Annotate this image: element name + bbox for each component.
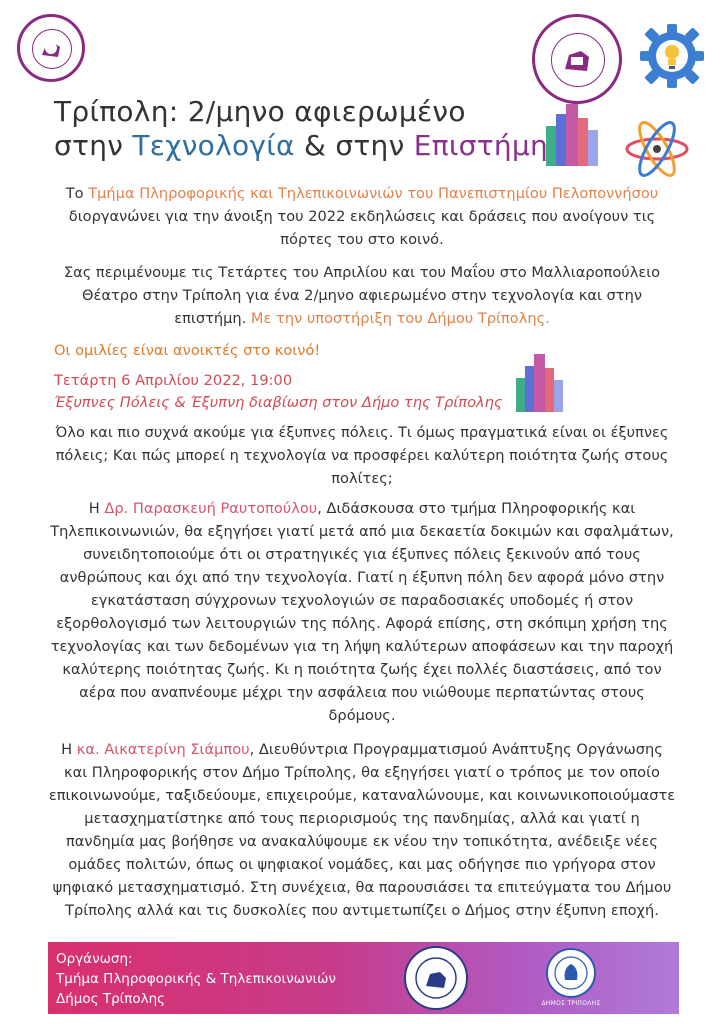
municipality-logo-caption: ΔΗΜΟΣ ΤΡΙΠΟΛΗΣ bbox=[541, 1000, 601, 1007]
intro-paragraph-1: Το Τμήμα Πληροφορικής και Τηλεπικοινωνιών του Πανεπιστημίου Πελοποννήσου διοργανώνει για την άνοιξη του 2022 εκδηλώσεις και δράσεις που ανοίγουν τις πόρτες του στο κοινό. bbox=[65, 185, 659, 248]
university-seal-icon bbox=[404, 946, 468, 1010]
title-technology: Τεχνολογία bbox=[132, 129, 295, 162]
speaker-1-name: Δρ. Παρασκευή Ραυτοπούλου bbox=[104, 500, 318, 517]
footer-banner bbox=[48, 942, 679, 1014]
municipality-support: Με την υποστήριξη του Δήμου Τρίπολης. bbox=[250, 310, 550, 327]
page-title: Τρίπολη: 2/μηνο αφιερωμένο στην Τεχνολογία & στην Επιστήμη bbox=[54, 95, 549, 162]
university-seal-icon bbox=[17, 14, 85, 82]
footer-organization: Οργάνωση: Τμήμα Πληροφορικής & Τηλεπικοινωνιών Δήμος Τρίπολης bbox=[56, 951, 336, 1007]
municipality-logo-icon bbox=[546, 948, 596, 998]
title-science: Επιστήμη bbox=[413, 129, 549, 162]
atom-icon bbox=[622, 118, 692, 180]
speaker-1-paragraph: Η Δρ. Παρασκευή Ραυτοπούλου, Διδάσκουσα στο τμήμα Πληροφορικής και Τηλεπικοινωνιών, θα εξηγήσει γιατί μετά από μια δεκαετία δοκιμών και σφαλμάτων, συνειδητοποιούμε ότι οι στρατηγικές για έξυπνες πόλεις ξεκινούν από τους ανθρώπους και όχι από την τεχνολογία. Γιατί η έξυπνη πόλη δεν αφορά μόνο στην εγκατάσταση σύγχρονων τεχνολογιών σε παραδοσιακές υποδομές ή στον εξορθολογισμό των λειτουργιών της πόλης. Αφορά επίσης, στη σκόπιμη χρήση της τεχνολογίας και των δεδομένων για τη λήψη καλύτερων αποφάσεων και την παροχή καλύτερης ποιότητας ζωής. Κι η ποιότητα ζωής έχει πολλές διαστάσεις, από τον αέρα που αναπνέουμε μέχρι την ασφάλεια που νιώθουμε περπατώντας στους δρόμους. bbox=[50, 500, 674, 724]
event-topic: Έξυπνες Πόλεις & Έξυπνη διαβίωση στον Δήμο της Τρίπολης bbox=[54, 394, 503, 411]
gear-bulb-icon bbox=[636, 20, 708, 92]
city-buildings-icon bbox=[514, 350, 570, 412]
department-name: Τμήμα Πληροφορικής και Τηλεπικοινωνιών του Πανεπιστημίου Πελοποννήσου bbox=[88, 185, 659, 202]
university-seal-icon bbox=[532, 14, 622, 104]
event-date: Τετάρτη 6 Απριλίου 2022, 19:00 bbox=[54, 372, 293, 389]
speaker-2-name: κα. Αικατερίνη Σιάμπου bbox=[76, 741, 250, 758]
open-talks-notice: Οι ομιλίες είναι ανοικτές στο κοινό! bbox=[54, 342, 321, 359]
speaker-2-paragraph: Η κα. Αικατερίνη Σιάμπου, Διευθύντρια Προγραμματισμού Ανάπτυξης Οργάνωσης και Πληροφορικής στον Δήμο Τρίπολης, θα εξηγήσει γιατί ο τρόπος με τον οποίο επικοινωνούμε, ταξιδεύουμε, επιχειρούμε, καταναλώνουμε, και κοινωνικοποιούμαστε μετασχηματίστηκε από τους περιορισμούς της πανδημίας, αλλά και γιατί η πανδημία μας βοήθησε να ανακαλύψουμε εκ νέου την τοπικότητα, ανέδειξε νέες ομάδες πολιτών, όπως οι ψηφιακοί νομάδες, και μας οδήγησε πιο γρήγορα στον ψηφιακό μετασχηματισμό. Στη συνέχεια, θα παρουσιάσει τα επιτεύγματα του Δήμου Τρίπολης αλλά και τις δυσκολίες που αντιμετωπίζει ο Δήμος στην έξυπνη εποχή. bbox=[48, 741, 676, 919]
city-buildings-icon bbox=[542, 96, 604, 166]
intro-paragraph-2: Σας περιμένουμε τις Τετάρτες του Απριλίου και του Μαΐου στο Μαλλιαροπούλειο Θέατρο στην Τρίπολη για ένα 2/μηνο αφιερωμένο στην τεχνολογία και στην επιστήμη. Με την υποστήριξη του Δήμου Τρίπολης. bbox=[63, 264, 661, 327]
question-paragraph: Όλο και πιο συχνά ακούμε για έξυπνες πόλεις. Τι όμως πραγματικά είναι οι έξυπνες πόλεις; Και πώς μπορεί η τεχνολογία να προσφέρει καλύτερη ποιότητα ζωής στους πολίτες; bbox=[55, 424, 669, 487]
